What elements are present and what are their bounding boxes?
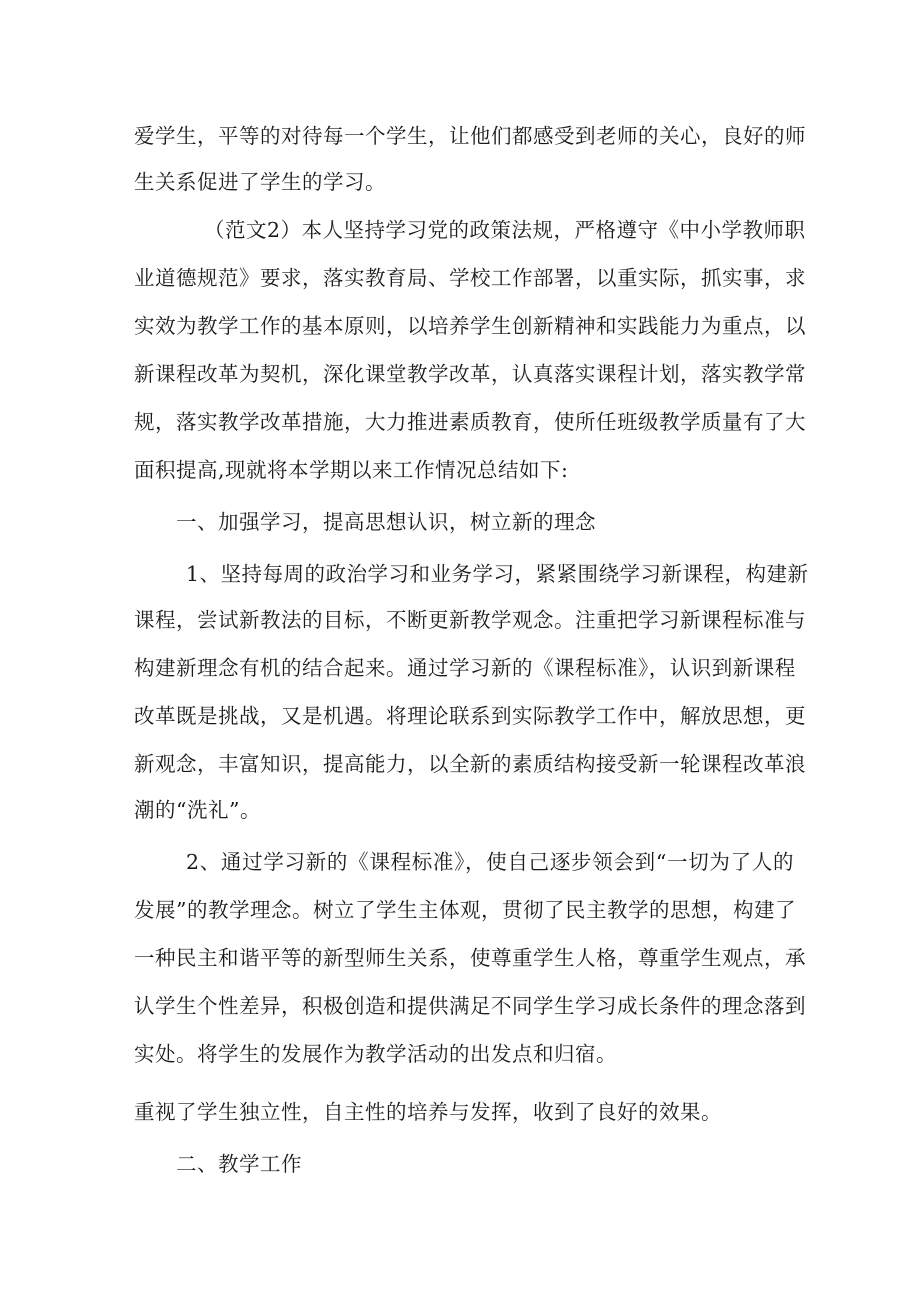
- paragraph-line: 爱学生，平等的对待每一个学生，让他们都感受到老师的关心，良好的师: [134, 124, 806, 148]
- paragraph-line: 一种民主和谐平等的新型师生关系，使尊重学生人格，尊重学生观点，承: [134, 946, 806, 970]
- paragraph-line: 面积提高,现就将本学期以来工作情况总结如下:: [134, 458, 569, 482]
- paragraph-line: （范文2）本人坚持学习党的政策法规，严格遵守《中小学教师职: [204, 218, 806, 242]
- paragraph-line: 潮的“洗礼”。: [134, 798, 261, 822]
- paragraph-line: 生关系促进了学生的学习。: [134, 170, 386, 194]
- paragraph-line: 实效为教学工作的基本原则，以培养学生创新精神和实践能力为重点，以: [134, 314, 806, 338]
- paragraph-line: 业道德规范》要求，落实教育局、学校工作部署，以重实际，抓实事，求: [134, 266, 806, 290]
- paragraph-line: 改革既是挑战，又是机遇。将理论联系到实际教学工作中，解放思想，更: [134, 704, 806, 728]
- paragraph-line: 实处。将学生的发展作为教学活动的出发点和归宿。: [134, 1042, 617, 1066]
- paragraph-line: 重视了学生独立性，自主性的培养与发挥，收到了良好的效果。: [134, 1100, 722, 1124]
- paragraph-line: 构建新理念有机的结合起来。通过学习新的《课程标准》，认识到新课程: [134, 656, 796, 680]
- paragraph-line: 发展”的教学理念。树立了学生主体观，贯彻了民主教学的思想，构建了: [134, 898, 796, 922]
- paragraph-line: 课程，尝试新教法的目标，不断更新教学观念。注重把学习新课程标准与: [134, 608, 806, 632]
- section-heading: 一、加强学习，提高思想认识，树立新的理念: [176, 510, 596, 534]
- paragraph-line: 规，落实教学改革措施，大力推进素质教育，使所任班级教学质量有了大: [134, 410, 806, 434]
- paragraph-line: 1、坚持每周的政治学习和业务学习，紧紧围绕学习新课程，构建新: [186, 562, 809, 586]
- paragraph-line: 2、通过学习新的《课程标准》，使自己逐步领会到“一切为了人的: [186, 850, 794, 874]
- paragraph-line: 新观念，丰富知识，提高能力，以全新的素质结构接受新一轮课程改革浪: [134, 752, 806, 776]
- paragraph-line: 新课程改革为契机，深化课堂教学改革，认真落实课程计划，落实教学常: [134, 362, 806, 386]
- section-heading: 二、教学工作: [176, 1152, 302, 1176]
- paragraph-line: 认学生个性差异，积极创造和提供满足不同学生学习成长条件的理念落到: [134, 994, 806, 1018]
